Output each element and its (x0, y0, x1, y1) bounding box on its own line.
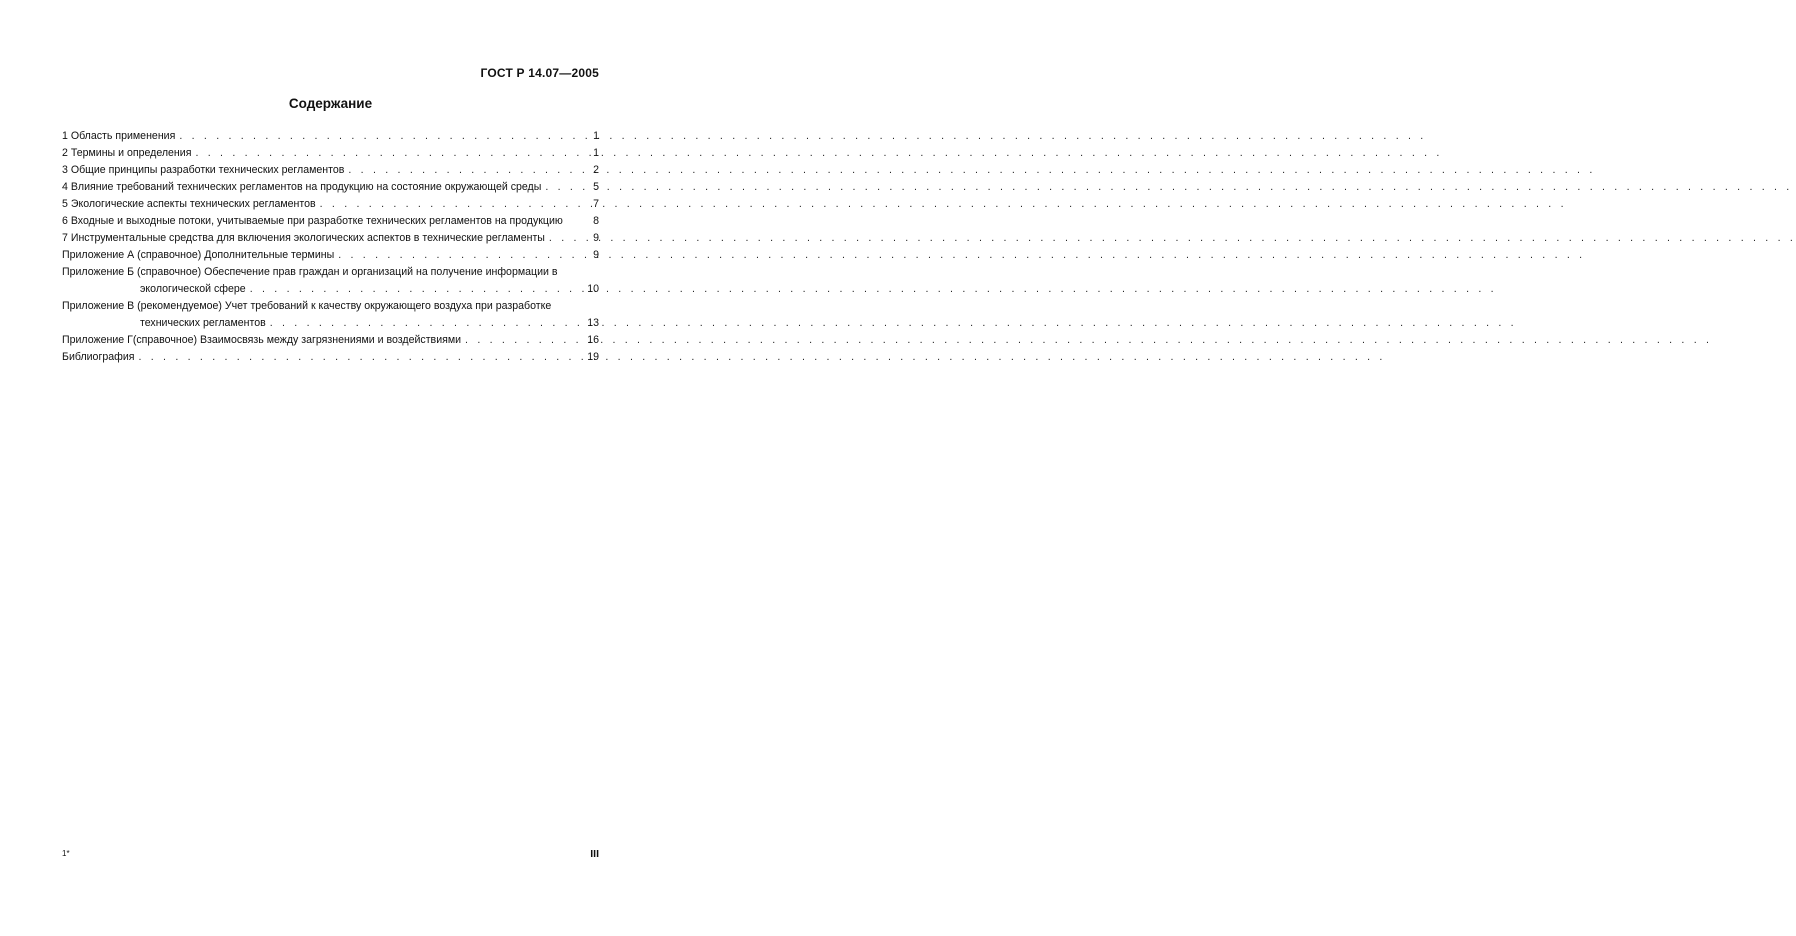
toc-entry-page: 16 (587, 334, 599, 346)
toc-entry-page: 13 (587, 317, 599, 329)
toc-entry-title: 1 Область применения (62, 130, 176, 142)
toc-entry-page: 2 (593, 164, 599, 176)
toc-entry-page: 9 (593, 249, 599, 261)
toc-leader-dots (250, 281, 569, 298)
toc-leader-dots (138, 349, 569, 366)
toc-entry-title: 6 Входные и выходные потоки, учитываемые при разработке технических регламентов на продукцию (62, 215, 563, 227)
toc-entry-title: Приложение А (справочное) Дополнительные термины (62, 249, 335, 261)
toc-entry-page: 1 (593, 147, 599, 159)
toc-entry[interactable] (62, 128, 599, 145)
toc-entry[interactable] (62, 332, 599, 349)
toc-entry-page: 19 (587, 351, 599, 363)
table-of-contents (62, 128, 599, 366)
toc-entry-title: технических регламентов (140, 317, 266, 329)
toc-leader-dots (348, 162, 569, 179)
toc-leader-dots (338, 247, 569, 264)
toc-entry-page: 7 (593, 198, 599, 210)
toc-entry-title: 4 Влияние требований технических регламентов на продукцию на состояние окружающей среды (62, 181, 542, 193)
toc-entry-page: 9 (593, 232, 599, 244)
toc-entry[interactable] (62, 349, 599, 366)
toc-entry-title: 7 Инструментальные средства для включения экологических аспектов в технические регламенты (62, 232, 545, 244)
toc-leader-dots (549, 230, 569, 247)
toc-leader-dots (465, 332, 569, 349)
toc-entry[interactable] (62, 247, 599, 264)
toc-leader-dots (195, 145, 569, 162)
toc-entry-page: 10 (587, 283, 599, 295)
toc-entry-title: Приложение В (рекомендуемое) Учет требований к качеству окружающего воздуха при разработке (62, 300, 552, 312)
toc-entry[interactable] (62, 264, 599, 298)
toc-leader-dots (545, 179, 569, 196)
toc-entry-title: 5 Экологические аспекты технических регламентов (62, 198, 316, 210)
toc-entry[interactable] (62, 230, 599, 247)
toc-entry-title: 2 Термины и определения (62, 147, 192, 159)
toc-entry-page: 1 (593, 130, 599, 142)
sheet-mark: 1* (62, 849, 70, 858)
toc-leader-dots (270, 315, 569, 332)
toc-entry-page: 5 (593, 181, 599, 193)
toc-entry-title: 3 Общие принципы разработки технических регламентов (62, 164, 345, 176)
toc-entry-page: 8 (593, 215, 599, 227)
toc-entry-title: Приложение Б (справочное) Обеспечение прав граждан и организаций на получение информации в (62, 266, 558, 278)
toc-entry[interactable] (62, 145, 599, 162)
toc-entry-title: экологической сфере (140, 283, 246, 295)
page-number: III (590, 848, 599, 860)
standard-code: ГОСТ Р 14.07—2005 (480, 66, 599, 80)
toc-title: Содержание (288, 96, 373, 111)
toc-leader-dots (179, 128, 569, 145)
toc-entry[interactable] (62, 196, 599, 213)
toc-leader-dots (320, 196, 569, 213)
toc-entry[interactable] (62, 298, 599, 332)
toc-entry-title: Приложение Г(справочное) Взаимосвязь между загрязнениями и воздействиями (62, 334, 462, 346)
toc-entry-title: Библиография (62, 351, 135, 363)
toc-entry[interactable] (62, 162, 599, 179)
toc-entry[interactable] (62, 179, 599, 196)
toc-entry[interactable] (62, 213, 599, 230)
